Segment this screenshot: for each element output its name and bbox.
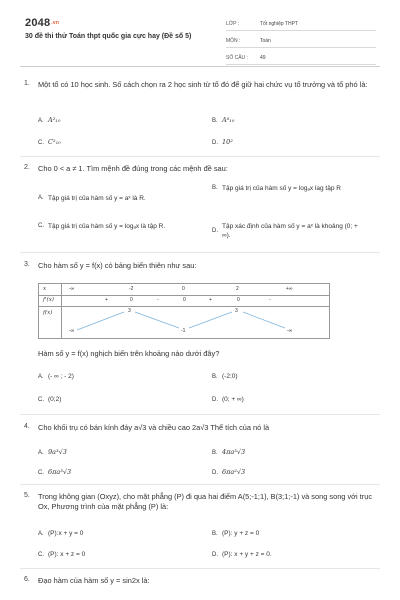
- table-fp-value: 0: [237, 297, 240, 303]
- question-text: Trong không gian (Oxyz), cho mặt phẳng (P) đi qua hai điểm A(5;-1;1), B(3;1;-1) và song song với trục Ox, Phương trình của mặt phẳng (P) là:: [38, 492, 373, 511]
- option-text: (P): y + z = 0: [222, 530, 260, 537]
- table-label-fprime: f'(x): [43, 297, 54, 303]
- question-divider: [20, 414, 380, 415]
- option-letter: B.: [212, 374, 218, 380]
- option-letter: B.: [212, 185, 218, 191]
- option-letter: C.: [38, 552, 44, 558]
- table-x-value: 0: [182, 286, 185, 292]
- table-fp-value: +: [209, 297, 212, 303]
- option-3b[interactable]: [212, 372, 238, 382]
- table-x-value: 2: [236, 286, 239, 292]
- site-logo[interactable]: [25, 17, 59, 29]
- option-1b[interactable]: [212, 116, 235, 126]
- option-text: (- ∞ ; - 2): [48, 373, 74, 380]
- logo-suffix: .vn: [51, 20, 60, 26]
- option-4d[interactable]: [212, 468, 245, 478]
- option-2c[interactable]: [38, 222, 203, 231]
- question-number: 3.: [24, 261, 30, 268]
- option-text: 6πa³√3: [48, 468, 72, 476]
- option-text: (-2;0): [222, 373, 238, 380]
- meta-row-subject: [226, 31, 376, 48]
- question-text: Cho hàm số y = f(x) có bảng biến thiên như sau:: [38, 261, 197, 270]
- option-5c[interactable]: [38, 550, 85, 560]
- option-letter: A.: [38, 450, 44, 456]
- option-text: (P):x + y = 0: [48, 530, 84, 537]
- option-4c[interactable]: [38, 468, 71, 478]
- question-number: 6.: [24, 576, 30, 583]
- question-5: [24, 492, 380, 512]
- option-letter: C.: [38, 140, 44, 146]
- table-f-value: 3: [235, 308, 238, 314]
- option-text: 4πa³√3: [222, 448, 246, 456]
- meta-label: MÔN :: [226, 38, 241, 44]
- option-text: (P): x + z = 0: [48, 551, 86, 558]
- option-letter: D.: [212, 470, 218, 476]
- option-letter: B.: [212, 450, 218, 456]
- option-letter: A.: [38, 531, 44, 537]
- question-1: [24, 80, 380, 90]
- option-text: (P): x + y + z = 0.: [222, 551, 272, 558]
- option-letter: A.: [38, 195, 44, 201]
- option-5d[interactable]: [212, 550, 272, 560]
- option-text: C²₁₀: [48, 138, 61, 146]
- table-x-value: +∞: [286, 286, 293, 292]
- table-f-value: 3: [128, 308, 131, 314]
- option-4b[interactable]: [212, 448, 245, 458]
- question-divider: [20, 252, 380, 253]
- option-2a[interactable]: [38, 194, 203, 203]
- table-f-value: -∞: [69, 328, 75, 334]
- option-letter: A.: [38, 374, 44, 380]
- question-divider: [20, 568, 380, 569]
- option-letter: D.: [212, 227, 218, 234]
- table-label-f: f(x): [43, 310, 53, 316]
- meta-label: LỚP :: [226, 21, 240, 27]
- question-text: Một tổ có 10 học sinh. Số cách chọn ra 2 học sinh từ tổ đó để giữ hai chức vụ tổ trưởng và tổ phó là:: [38, 80, 368, 89]
- option-letter: B.: [212, 118, 218, 124]
- option-1a[interactable]: [38, 116, 61, 126]
- option-text: (0; + ∞): [222, 396, 244, 403]
- option-letter: B.: [212, 531, 218, 537]
- option-1c[interactable]: [38, 138, 61, 148]
- meta-value: Toán: [260, 38, 271, 44]
- question-6: [24, 576, 380, 586]
- option-letter: D.: [212, 140, 218, 146]
- option-2b[interactable]: [212, 184, 377, 193]
- header-divider: [20, 66, 380, 67]
- option-letter: C.: [38, 470, 44, 476]
- table-fp-value: 0: [130, 297, 133, 303]
- option-3d[interactable]: [212, 395, 244, 405]
- option-1d[interactable]: [212, 138, 233, 148]
- question-text: Đạo hàm của hàm số y = sin2x là:: [38, 576, 150, 585]
- question-4: [24, 423, 380, 433]
- table-x-value: -2: [129, 286, 134, 292]
- option-text: (0;2): [48, 396, 62, 403]
- option-text: A⁸₁₀: [222, 116, 235, 124]
- meta-label: SỐ CÂU :: [226, 55, 248, 61]
- question-number: 2.: [24, 164, 30, 171]
- option-letter: D.: [212, 552, 218, 558]
- question-2: [24, 164, 380, 174]
- meta-value: 49: [260, 55, 266, 61]
- table-fp-value: 0: [183, 297, 186, 303]
- option-text: 10²: [222, 138, 233, 146]
- option-text: Tập giá trị của hàm số y = logₐx là tập R.: [48, 223, 166, 230]
- option-4a[interactable]: [38, 448, 67, 458]
- meta-value: Tốt nghiệp THPT: [260, 21, 298, 27]
- table-x-value: -∞: [69, 286, 75, 292]
- question-text: Cho 0 < a ≠ 1. Tìm mệnh đề đúng trong các mệnh đề sau:: [38, 164, 228, 173]
- option-3a[interactable]: [38, 372, 74, 382]
- option-2d[interactable]: [212, 222, 377, 240]
- option-text: Tập xác định của hàm số y = aˣ là khoảng (0; + ∞).: [222, 223, 358, 239]
- table-fp-value: -: [157, 297, 159, 303]
- meta-row-count: [226, 48, 376, 65]
- option-letter: A.: [38, 118, 44, 124]
- option-3c[interactable]: [38, 395, 61, 405]
- option-letter: C.: [38, 223, 44, 229]
- option-text: Tập giá trị của hàm số y = logₐx lag tập R: [222, 185, 341, 192]
- table-f-value: -∞: [287, 328, 293, 334]
- option-text: Tập giá trị của hàm số y = aˣ là R.: [48, 195, 146, 202]
- question-subtext: Hàm số y = f(x) nghịch biến trên khoảng nào dưới đây?: [38, 349, 220, 358]
- table-fp-value: -: [269, 297, 271, 303]
- option-letter: D.: [212, 397, 218, 403]
- option-text: 6πa²√3: [222, 468, 246, 476]
- question-3: [24, 261, 380, 271]
- question-divider: [20, 484, 380, 485]
- question-text: Cho khối trụ có bán kính đáy a√3 và chiều cao 2a√3 Thể tích của nó là: [38, 423, 270, 432]
- option-letter: C.: [38, 397, 44, 403]
- page-title: 30 đề thi thử Toán thpt quốc gia cực hay (Đề số 5): [25, 33, 192, 40]
- logo-text: 2048: [25, 17, 51, 29]
- table-f-value: -1: [181, 328, 186, 334]
- question-divider: [20, 156, 380, 157]
- variation-table: [38, 283, 330, 339]
- meta-row-grade: [226, 14, 376, 31]
- option-5b[interactable]: [212, 529, 259, 539]
- exam-meta: [226, 14, 376, 65]
- question-number: 4.: [24, 423, 30, 430]
- option-text: A²₁₀: [48, 116, 61, 124]
- table-label-x: x: [43, 286, 47, 292]
- option-text: 9a³√3: [48, 448, 67, 456]
- question-number: 5.: [24, 492, 30, 499]
- table-fp-value: +: [105, 297, 108, 303]
- option-5a[interactable]: [38, 529, 83, 539]
- question-number: 1.: [24, 80, 30, 87]
